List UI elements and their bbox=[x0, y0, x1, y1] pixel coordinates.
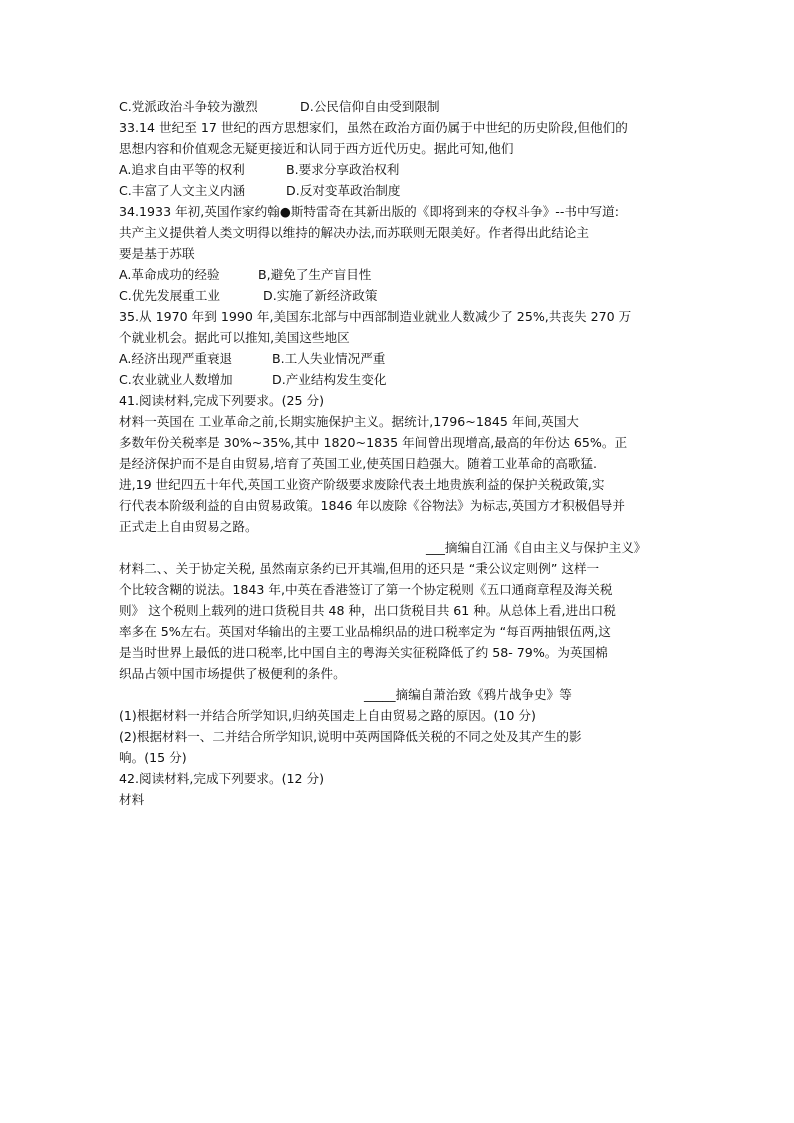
q33-option-a: A.追求自由平等的权利 bbox=[119, 162, 245, 177]
q41-material1-line-4: 进,19 世纪四五十年代,英国工业资产阶级要求废除代表土地贵族利益的保护关税政策,实 bbox=[119, 477, 605, 492]
q35-option-b: B.工人失业情况严重 bbox=[272, 351, 386, 366]
q41-material1-line-3: 是经济保护而不是自由贸易,培育了英国工业,使英国日趋强大。随着工业革命的高歌猛. bbox=[119, 456, 597, 471]
q35-stem-line-2: 个就业机会。据此可以推知,美国这些地区 bbox=[119, 330, 350, 345]
q35-stem-line-1: 35.从 1970 年到 1990 年,美国东北部与中西部制造业就业人数减少了 25%,共丧失 270 万 bbox=[119, 309, 632, 324]
q41-requirement-2-line-2: 响。(15 分) bbox=[119, 750, 187, 765]
q35-option-c: C.农业就业人数增加 bbox=[119, 372, 233, 387]
q34-option-a: A.革命成功的经验 bbox=[119, 267, 220, 282]
q34-option-c: C.优先发展重工业 bbox=[119, 288, 220, 303]
q42-header: 42.阅读材料,完成下列要求。(12 分) bbox=[119, 771, 325, 786]
q34-stem-line-2: 共产主义提供着人类文明得以维持的解决办法,而苏联则无限美好。作者得出此结论主 bbox=[119, 225, 589, 240]
q41-material2-line-5: 是当时世界上最低的进口税率,比中国自主的粤海关实征税降低了约 58- 79%。为英国棉 bbox=[119, 645, 608, 660]
q41-material2-line-6: 织品占领中国市场提供了极便利的条件。 bbox=[119, 666, 346, 681]
q34-stem-line-3: 要是基于苏联 bbox=[119, 246, 195, 261]
q33-stem-line-2: 思想内容和价值观念无疑更接近和认同于西方近代历史。据此可知,他们 bbox=[119, 141, 514, 156]
q34-stem-line-1: 34.1933 年初,英国作家约翰●斯特雷奇在其新出版的《即将到来的夺权斗争》--书中写道: bbox=[119, 204, 619, 219]
q41-source-1: ___摘编自江涌《自由主义与保护主义》 bbox=[426, 540, 647, 555]
q41-requirement-2-line-1: (2)根据材料一、二并结合所学知识,说明中英两国降低关税的不同之处及其产生的影 bbox=[119, 729, 582, 744]
q41-material1-line-1: 材料一英国在 工业革命之前,长期实施保护主义。据统计,1796~1845 年间,英国大 bbox=[119, 414, 579, 429]
q41-header: 41.阅读材料,完成下列要求。(25 分) bbox=[119, 393, 325, 408]
q41-material2-line-2: 个比较含糊的说法。1843 年,中英在香港签订了第一个协定税则《五口通商章程及海关税 bbox=[119, 582, 613, 597]
q41-requirement-1: (1)根据材料一并结合所学知识,归纳英国走上自由贸易之路的原因。(10 分) bbox=[119, 708, 536, 723]
q33-stem-line-1: 33.14 世纪至 17 世纪的西方思想家们，虽然在政治方面仍属于中世纪的历史阶段,但他们的 bbox=[119, 120, 628, 135]
q41-material2-line-1: 材料二、、关于协定关税, 虽然南京条约已开其端,但用的还只是 “秉公议定则例” 这样一 bbox=[119, 561, 600, 576]
q41-material2-line-3: 则》 这个税则上载列的进口货税目共 48 种，出口货税目共 61 种。从总体上看,进出口税 bbox=[119, 603, 616, 618]
q41-material1-line-6: 正式走上自由贸易之路。 bbox=[119, 519, 258, 534]
q32-option-d: D.公民信仰自由受到限制 bbox=[300, 99, 440, 114]
q34-option-d: D.实施了新经济政策 bbox=[263, 288, 378, 303]
q35-option-a: A.经济出现严重衰退 bbox=[119, 351, 233, 366]
q41-material2-line-4: 率多在 5%左右。英国对华输出的主要工业品棉织品的进口税率定为 “每百两抽银伍两,这 bbox=[119, 624, 611, 639]
q35-option-d: D.产业结构发生变化 bbox=[272, 372, 387, 387]
q34-option-b: B,避免了生产盲目性 bbox=[258, 267, 372, 282]
q32-option-c: C.党派政治斗争较为激烈 bbox=[119, 99, 258, 114]
q42-material-label: 材料 bbox=[119, 792, 145, 807]
q33-option-b: B.要求分享政治权利 bbox=[286, 162, 400, 177]
q33-option-c: C.丰富了人文主义内涵 bbox=[119, 183, 246, 198]
q33-option-d: D.反对变革政治制度 bbox=[286, 183, 401, 198]
q41-source-2: _____摘编自萧治致《鸦片战争史》等 bbox=[364, 687, 572, 702]
q41-material1-line-5: 行代表本阶级利益的自由贸易政策。1846 年以废除《谷物法》为标志,英国方才积极倡导并 bbox=[119, 498, 626, 513]
q41-material1-line-2: 多数年份关税率是 30%~35%,其中 1820~1835 年间曾出现增高,最高的年份达 65%。正 bbox=[119, 435, 628, 450]
